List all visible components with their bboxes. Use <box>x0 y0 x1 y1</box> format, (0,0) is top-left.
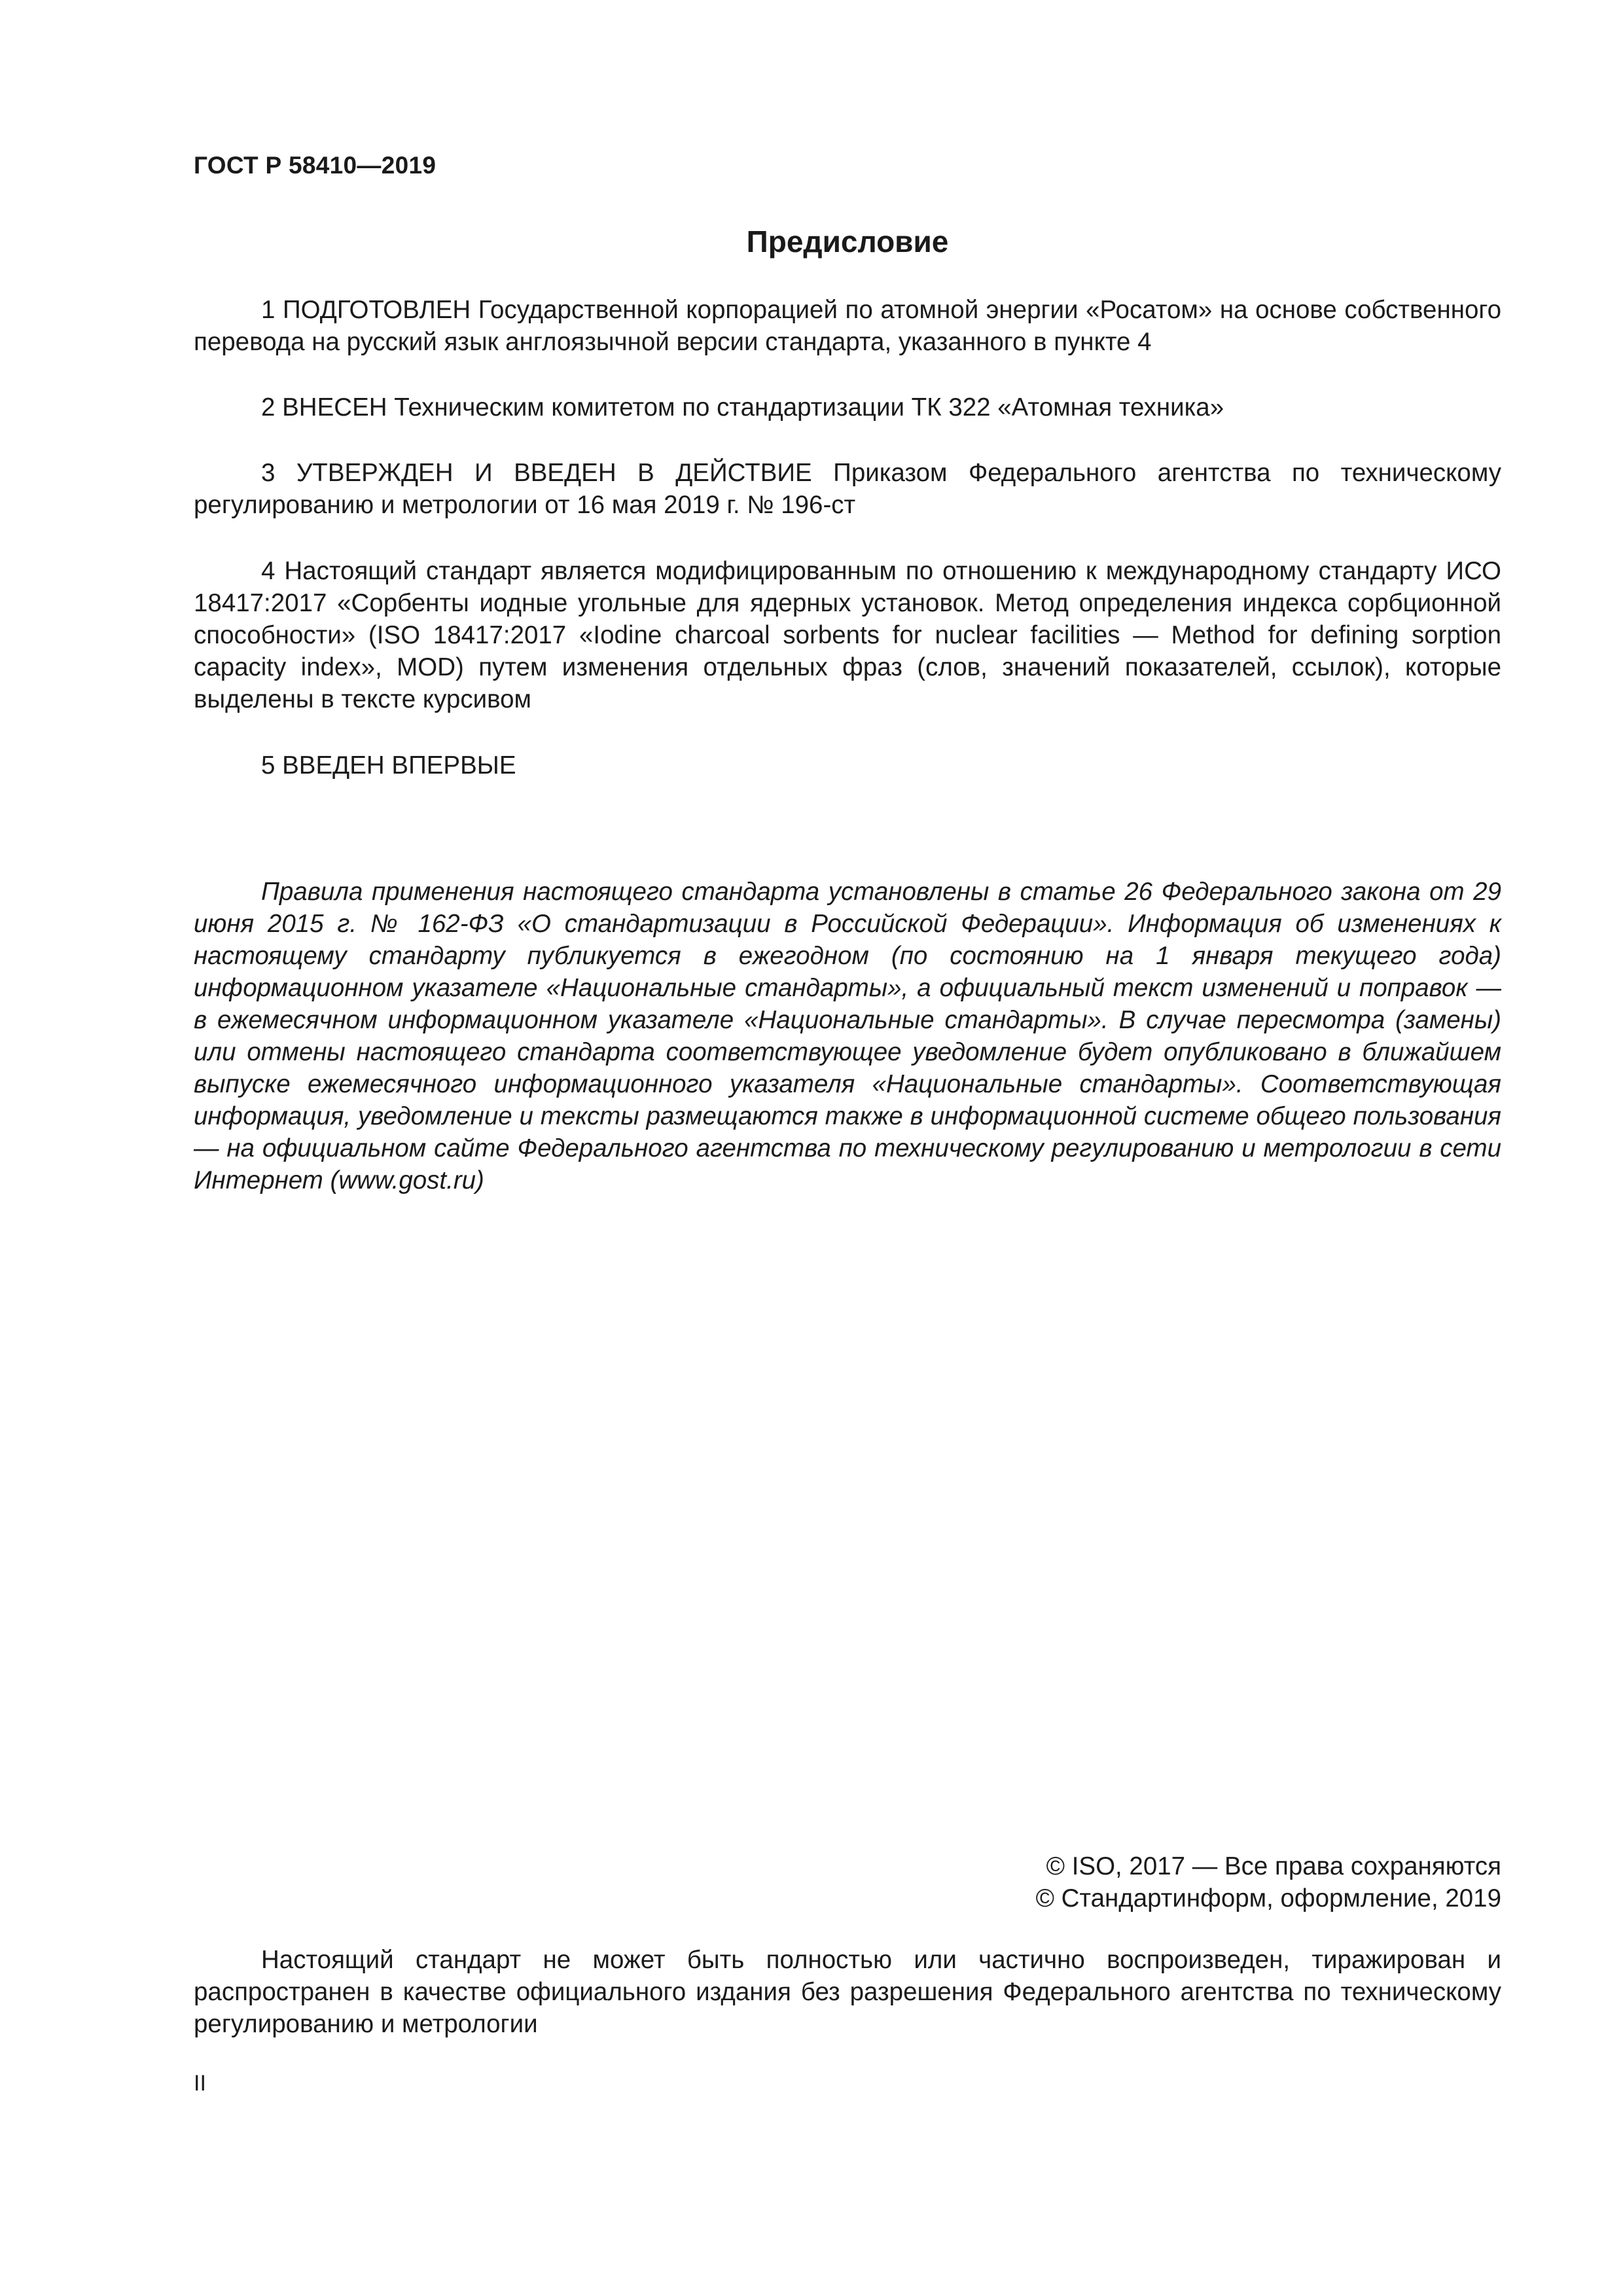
copyright-iso: © ISO, 2017 — Все права сохраняются <box>1046 1852 1501 1880</box>
paragraph-approved: 3 УТВЕРЖДЕН И ВВЕДЕН В ДЕЙСТВИЕ Приказом Федерального агентства по техническому регулированию и метрологии от 16 мая 2019 г. № 196-ст <box>194 459 1501 519</box>
paragraph-prepared: 1 ПОДГОТОВЛЕН Государственной корпорацией по атомной энергии «Росатом» на основе собственного перевода на русский язык англоязычной версии стандарта, указанного в пункте 4 <box>194 296 1501 356</box>
reproduction-notice: Настоящий стандарт не может быть полностью или частично воспроизведен, тиражирован и распространен в качестве официального издания без разрешения Федерального агентства по техническому регулированию и метрологии <box>194 1946 1501 2038</box>
paragraph-first-introduced: 5 ВВЕДЕН ВПЕРВЫЕ <box>261 751 516 780</box>
document-code: ГОСТ Р 58410—2019 <box>194 152 437 179</box>
copyright-block <box>1036 1850 1501 1914</box>
paragraph-modified-standard: 4 Настоящий стандарт является модифицированным по отношению к международному стандарту ИСО 18417:2017 «Сорбенты иодные угольные для ядерных установок. Метод определения индекса сорбционной способности» (ISO 18417:2017 «Iodine charcoal sorbents for nuclear facilities — Method for defining sorption capacity index», MOD) путем изменения отдельных фраз (слов, значений показателей, ссылок), которые выделены в тексте курсивом <box>194 557 1501 713</box>
page-title: Предисловие <box>746 224 949 259</box>
page-number: II <box>194 2071 206 2096</box>
copyright-standartinform: © Стандартинформ, оформление, 2019 <box>1035 1884 1501 1912</box>
paragraph-submitted: 2 ВНЕСЕН Техническим комитетом по стандартизации ТК 322 «Атомная техника» <box>261 393 1224 422</box>
rules-notice: Правила применения настоящего стандарта установлены в статье 26 Федерального закона от 29 июня 2015 г. № 162-ФЗ «О стандартизации в Российской Федерации». Информация об изменениях к настоящему стандарту публикуется в ежегодном (по состоянию на 1 января текущего года) информационном указателе «Национальные стандарты», а официальный текст изменений и поправок — в ежемесячном информационном указателе «Национальные стандарты». В случае пересмотра (замены) или отмены настоящего стандарта соответствующее уведомление будет опубликовано в ближайшем выпуске ежемесячного информационного указателя «Национальные стандарты». Соответствующая информация, уведомление и тексты размещаются также в информационной системе общего пользования — на официальном сайте Федерального агентства по техническому регулированию и метрологии в сети Интернет (www.gost.ru) <box>194 878 1501 1194</box>
